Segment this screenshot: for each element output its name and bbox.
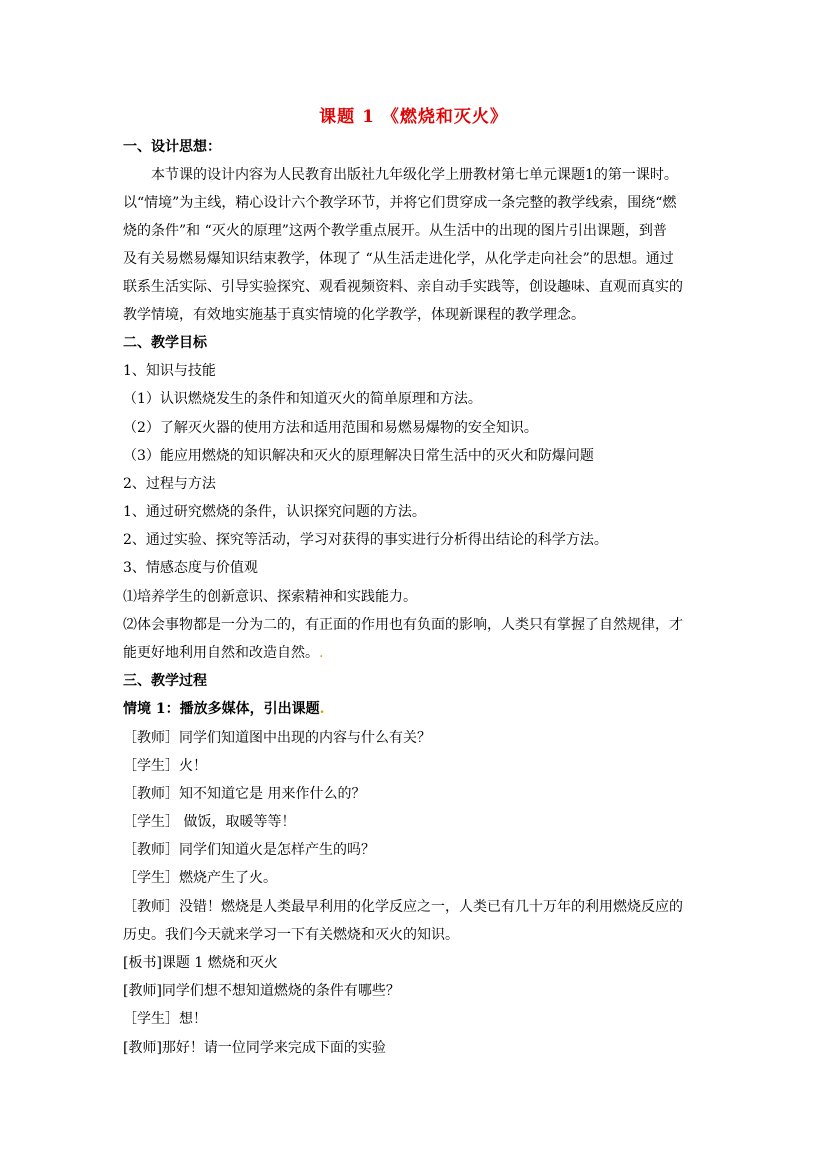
dialogue-line: ［学生］ 做饭，取暖等等！ — [123, 814, 296, 830]
paragraph-line: 联系生活实际、引导实验探究、观看视频资料、亲自动手实践等，创设趣味、直观而真实的 — [123, 279, 683, 295]
list-item: （1）认识燃烧发生的条件和知道灭火的简单原理和方法。 — [123, 391, 482, 407]
paragraph-line: 以“情境”为主线，精心设计六个教学环节，并将它们贯穿成一条完整的教学线索，围绕“燃 — [123, 195, 677, 211]
list-item: 2、通过实验、探究等活动，学习对获得的事实进行分析得出结论的科学方法。 — [123, 532, 608, 548]
dialogue-line: ［教师］同学们知道火是怎样产生的吗？ — [123, 842, 375, 858]
subheading: 3、情感态度与价值观 — [123, 560, 258, 576]
stray-mark: . — [319, 701, 325, 717]
dialogue-line: ［教师］没错！燃烧是人类最早利用的化学反应之一，人类已有几十万年的利用燃烧反应的 — [123, 899, 683, 915]
dialogue-line: [教师]那好！请一位同学来完成下面的实验 — [123, 1040, 386, 1056]
list-item: （2）了解灭火器的使用方法和适用范围和易燃易爆物的安全知识。 — [123, 420, 538, 436]
dialogue-line: [板书]课题 1 燃烧和灭火 — [123, 955, 278, 971]
dialogue-line: [教师]同学们想不想知道燃烧的条件有哪些？ — [123, 983, 400, 999]
paragraph-line: 本节课的设计内容为人民教育出版社九年级化学上册教材第七单元课题1的第一课时。 — [151, 167, 678, 183]
stray-mark: . — [319, 645, 324, 661]
list-item: （3）能应用燃烧的知识解决和灭火的原理解决日常生活中的灭火和防爆问题 — [123, 448, 594, 464]
dialogue-line: ［学生］火！ — [123, 758, 207, 774]
section-heading-design: 一、设计思想： — [123, 139, 221, 155]
subheading: 2、过程与方法 — [123, 476, 216, 492]
section-heading-process: 三、教学过程 — [123, 673, 207, 689]
dialogue-line: ［学生］燃烧产生了火。 — [123, 870, 277, 886]
list-item: ⑵体会事物都是一分为二的，有正面的作用也有负面的影响，人类只有掌握了自然规律，才 — [123, 617, 683, 633]
document-title: 课题 1 《燃烧和灭火》 — [319, 107, 508, 127]
paragraph-line: 烧的条件”和 “灭火的原理”这两个教学重点展开。从生活中的出现的图片引出课题，到普 — [123, 223, 667, 239]
section-heading-goals: 二、教学目标 — [123, 335, 207, 351]
dialogue-line: ［学生］想！ — [123, 1011, 207, 1027]
paragraph-line: 及有关易燃易爆知识结束教学，体现了 “从生活走进化学，从化学走向社会”的思想。通过 — [123, 251, 674, 267]
dialogue-line: ［教师］同学们知道图中出现的内容与什么有关？ — [123, 730, 431, 746]
list-item-continued — [123, 643, 703, 663]
subheading: 1、知识与技能 — [123, 363, 216, 379]
list-item: 1、通过研究燃烧的条件，认识探究问题的方法。 — [123, 504, 426, 520]
list-item: ⑴培养学生的创新意识、探索精神和实践能力。 — [123, 589, 417, 605]
dialogue-line: 历史。我们今天就来学习一下有关燃烧和灭火的知识。 — [123, 927, 459, 943]
scenario-heading-text: 情境 1：播放多媒体，引出课题 — [123, 701, 320, 717]
scenario-heading — [123, 699, 703, 719]
paragraph-line: 教学情境，有效地实施基于真实情境的化学教学，体现新课程的教学理念。 — [123, 307, 585, 323]
dialogue-line: ［教师］知不知道它是 用来作什么的？ — [123, 786, 366, 802]
list-item-text: 能更好地利用自然和改造自然。 — [123, 645, 319, 661]
